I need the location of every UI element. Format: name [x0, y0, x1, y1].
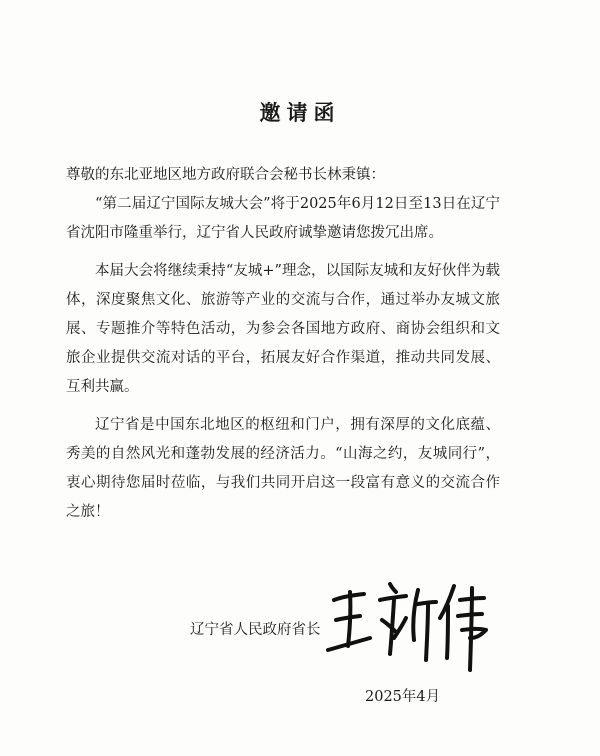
salutation: 尊敬的东北亚地区地方政府联合会秘书长林秉镇： [66, 167, 385, 183]
letter-date: 2025年4月 [365, 689, 441, 705]
letter-title: 邀请函 [259, 100, 341, 125]
signer-title: 辽宁省人民政府省长 [190, 622, 321, 638]
body-paragraph: 辽宁省是中国东北地区的枢纽和门户，拥有深厚的文化底蕴、秀美的自然风光和蓬勃发展的经济活力。“山海之约，友城同行”，衷心期待您届时莅临，与我们共同开启这一段富有意义的交流合作之旅！ [66, 417, 500, 520]
body-paragraph: 本届大会将继续秉持“友城+”理念，以国际友城和友好伙伴为载体，深度聚焦文化、旅游等产业的交流与合作，通过举办友城文旅展、专题推介等特色活动，为参会各国地方政府、商协会组织和文旅企业提供交流对话的平台，拓展友好合作渠道，推动共同发展、互利共赢。 [66, 263, 500, 395]
letter-body [66, 190, 500, 536]
handwritten-signature [320, 570, 490, 680]
body-paragraph: “第二届辽宁国际友城大会”将于2025年6月12日至13日在辽宁省沈阳市隆重举行，辽宁省人民政府诚挚邀请您拨冗出席。 [66, 196, 500, 241]
